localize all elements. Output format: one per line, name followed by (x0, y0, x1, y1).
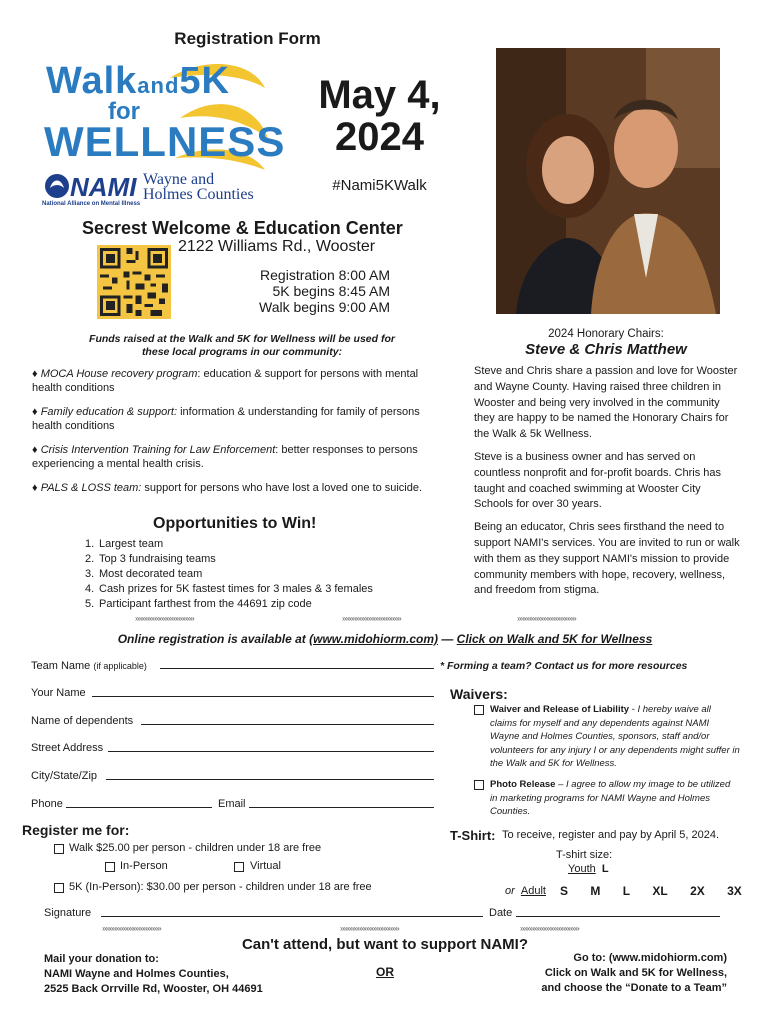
diamond-bullet-icon: ♦ (32, 368, 38, 380)
diamond-bullet-icon: ♦ (32, 444, 38, 456)
team-name-field[interactable] (160, 668, 434, 669)
your-name-field[interactable] (92, 696, 434, 697)
chairs-paragraph: Being an educator, Chris sees firsthand the need to support NAMI's services. You are invited to run or walk with them as they support NAMI's mission to provide community members with hope, recovery, wellness, and freedom from stigma. (474, 521, 740, 597)
chairs-paragraph: Steve and Chris share a passion and love for Wooster and Wayne County. Having raised three children in Wooster and being very involved in the community they are happy to be named the Honorary Chairs for the Walk & 5k Wellness. (474, 365, 738, 441)
nami-logo-icon (44, 172, 70, 200)
size-option[interactable]: S (560, 884, 569, 898)
divider-right: »»»»»»»»»»»»»»»»» (520, 924, 579, 933)
chairs-paragraph: Steve is a business owner and has served on countless nonprofit and for-profit boards. Chris has taught and coached swimming at Wooster City Schools for over 30 years. (474, 450, 722, 511)
logo-for-text: for (108, 98, 140, 125)
checkbox-icon[interactable] (105, 862, 115, 872)
divider-middle: »»»»»»»»»»»»»»»»» (342, 614, 401, 623)
size-option[interactable]: 2X (690, 884, 705, 898)
email-field[interactable] (249, 807, 434, 808)
time-5k: 5K begins 8:45 AM (272, 283, 390, 299)
dependents-label: Name of dependents (31, 715, 134, 727)
online-registration: Online registration is available at (www.midohiorm.com) — Click on Walk and 5K for Wellness (117, 632, 653, 646)
street-field[interactable] (108, 751, 434, 752)
event-date: May 4, 2024 (318, 73, 441, 159)
photo-honorary-chairs (496, 48, 720, 314)
phone-field[interactable] (66, 807, 212, 808)
program-item: ♦ MOCA House recovery program: education & support for persons with mental health conditions (32, 368, 419, 394)
divider-middle: »»»»»»»»»»»»»»»»» (340, 924, 399, 933)
size-option[interactable]: L (622, 884, 631, 898)
online-donation: Go to: (www.midohiorm.com) Click on Walk and 5K for Wellness, and choose the “Donate to a Team” (541, 952, 727, 994)
list-item: 2. Top 3 fundraising teams (85, 553, 216, 565)
funds-intro: Funds raised at the Walk and 5K for Wellness will be used for these local programs in our community: (89, 333, 395, 358)
nami-wordmark: NAMI (70, 172, 137, 202)
chairs-bio (474, 364, 740, 606)
venue-address: 2122 Williams Rd., Wooster (178, 238, 376, 255)
or-separator: OR (376, 965, 394, 979)
virtual-option: Virtual (250, 860, 281, 872)
checkbox-icon[interactable] (474, 780, 484, 790)
your-name-label: Your Name (31, 687, 86, 699)
list-item: 5. Participant farthest from the 44691 zip code (85, 598, 312, 610)
divider-left: »»»»»»»»»»»»»»»»» (102, 924, 161, 933)
size-option[interactable]: M (590, 884, 601, 898)
mail-donation: Mail your donation to: NAMI Wayne and Holmes Counties, 2525 Back Orrville Rd, Wooster, OH 44691 (44, 953, 263, 995)
chairs-names: Steve & Chris Matthew (525, 341, 687, 358)
hashtag: #Nami5KWalk (332, 177, 427, 194)
size-option[interactable]: XL (652, 884, 668, 898)
walk-option: Walk $25.00 per person - children under 18 are free (69, 842, 322, 854)
team-name-label: Team Name (if applicable) (31, 660, 147, 672)
venue-name: Secrest Welcome & Education Center (82, 218, 403, 238)
diamond-bullet-icon: ♦ (32, 406, 38, 418)
checkbox-icon[interactable] (54, 844, 64, 854)
list-item: 4. Cash prizes for 5K fastest times for 3 males & 3 females (85, 583, 373, 595)
form-title: Registration Form (174, 29, 321, 48)
in-person-option: In-Person (120, 860, 168, 872)
dependents-field[interactable] (141, 724, 434, 725)
list-item: 1. Largest team (85, 538, 164, 550)
signature-field[interactable] (101, 916, 483, 917)
fivek-option: 5K (In-Person): $30.00 per person - children under 18 are free (69, 881, 372, 893)
diamond-bullet-icon: ♦ (32, 482, 38, 494)
logo-wellness-text: WELLNESS (44, 118, 286, 165)
logo-walk-text: Walkand5K (46, 60, 230, 102)
program-item: ♦ Crisis Intervention Training for Law Enforcement: better responses to persons experiencing a mental health crisis. (32, 444, 418, 470)
tshirt-note: To receive, register and pay by April 5, 2024. (502, 829, 720, 841)
adult-sizes (560, 884, 761, 898)
checkbox-icon[interactable] (54, 883, 64, 893)
email-label: Email (218, 798, 246, 810)
chairs-title: 2024 Honorary Chairs: (548, 328, 664, 340)
signature-label: Signature (44, 907, 92, 919)
date-label: Date (489, 907, 513, 919)
divider-left: »»»»»»»»»»»»»»»»» (135, 614, 194, 623)
adult-size-label: or Adult (505, 885, 546, 897)
tshirt-title: T-Shirt: (450, 828, 496, 843)
programs-list (32, 367, 432, 505)
photo-release: Photo Release – I agree to allow my image to be utilized in marketing programs for NAMI Wayne and Holmes Counties. (490, 779, 731, 818)
size-option[interactable]: 3X (727, 884, 742, 898)
nami-county-name: Wayne and Holmes Counties (143, 171, 254, 203)
phone-label: Phone (31, 798, 63, 810)
list-item: 3. Most decorated team (85, 568, 203, 580)
youth-size[interactable]: Youth L (568, 863, 609, 875)
divider-right: »»»»»»»»»»»»»»»»» (517, 614, 576, 623)
program-item: ♦ PALS & LOSS team: support for persons who have lost a loved one to suicide. (32, 482, 423, 494)
program-item: ♦ Family education & support: information & understanding for family of persons health conditions (32, 406, 420, 432)
support-heading: Can't attend, but want to support NAMI? (241, 936, 529, 953)
liability-waiver: Waiver and Release of Liability - I hereby waive all claims for myself and any dependents against NAMI Wayne and Holmes Counties, sponsors, staff and/or volunteers for any injury I or any dependents might suffer in the Walk and 5K for Wellness. (490, 704, 740, 770)
event-times (215, 267, 390, 315)
checkbox-icon[interactable] (474, 705, 484, 715)
city-label: City/State/Zip (31, 770, 98, 782)
time-walk: Walk begins 9:00 AM (259, 299, 390, 315)
opportunities-list (85, 537, 373, 612)
nami-tagline: National Alliance on Mental Illness (42, 201, 141, 207)
website-link[interactable]: (www.midohiorm.com) (309, 632, 438, 646)
date-field[interactable] (516, 916, 720, 917)
tshirt-size-label: T-shirt size: (556, 849, 613, 861)
walk-link[interactable]: Click on Walk and 5K for Wellness (456, 632, 653, 646)
opportunities-title: Opportunities to Win! (153, 515, 317, 532)
checkbox-icon[interactable] (234, 862, 244, 872)
register-title: Register me for: (22, 822, 130, 838)
city-field[interactable] (106, 779, 434, 780)
team-note: * Forming a team? Contact us for more resources (440, 660, 688, 672)
time-registration: Registration 8:00 AM (260, 267, 390, 283)
qr-code-icon[interactable] (96, 245, 172, 319)
street-label: Street Address (31, 742, 104, 754)
waivers-title: Waivers: (450, 686, 508, 702)
